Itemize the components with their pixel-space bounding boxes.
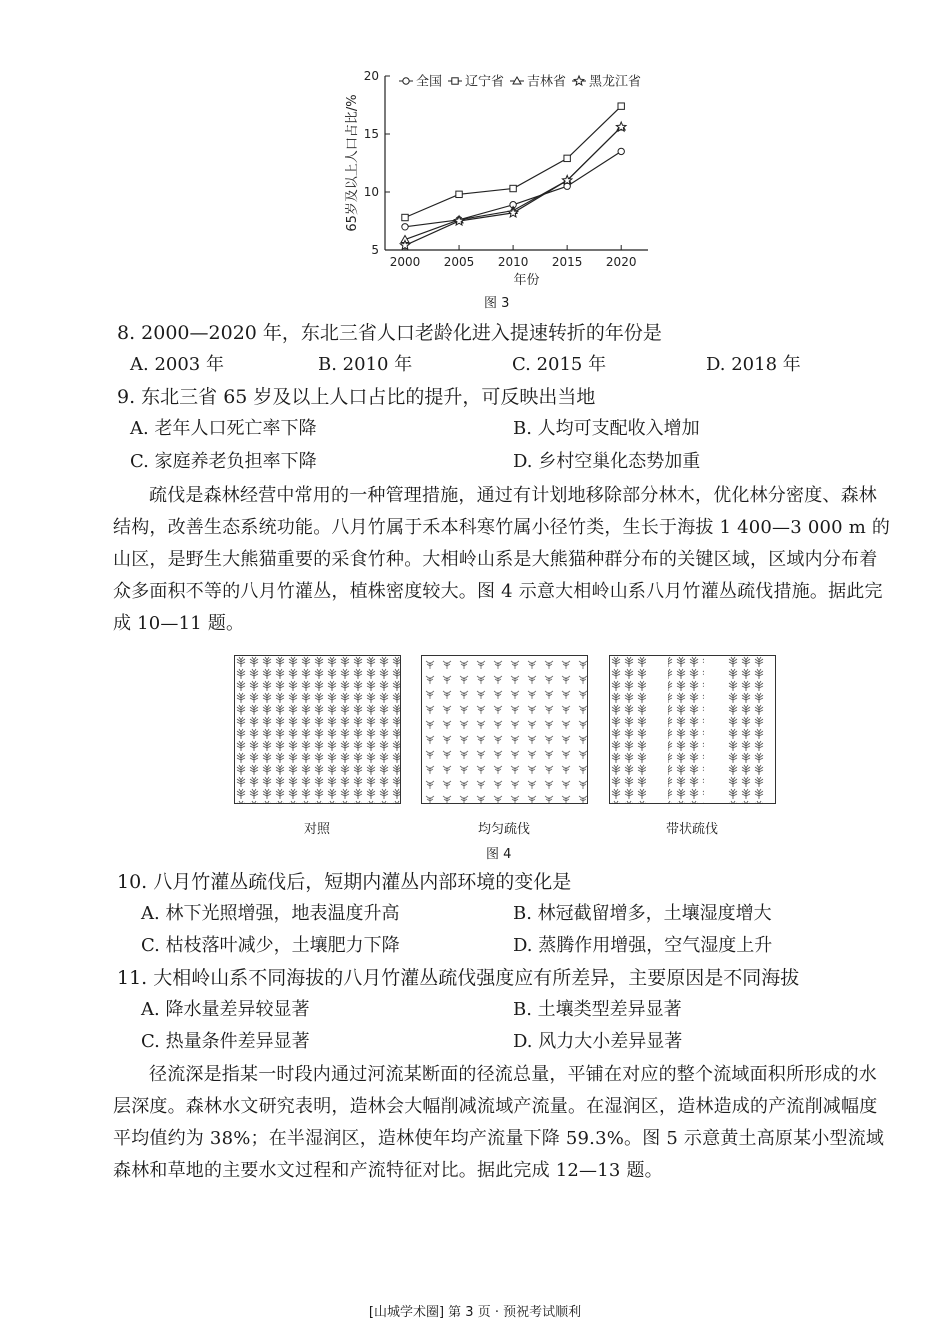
figure4-caption: 图 4: [486, 847, 512, 862]
y-tick-label: 15: [363, 127, 379, 141]
data-point-series-2: [402, 214, 408, 220]
legend-label: 辽宁省: [465, 74, 505, 90]
q10-option-c: C. 枯枝落叶减少，土壤肥力下降: [141, 935, 400, 956]
bamboo-strip-pattern: [610, 656, 775, 803]
legend-marker: [574, 76, 584, 85]
x-tick-label: 2015: [551, 255, 583, 269]
data-point-series-4: [454, 216, 464, 225]
passage-thinning: 疏伐是森林经营中常用的一种管理措施，通过有计划地移除部分林木，优化林分密度、森林结构，改善生态系统功能。八月竹属于禾本科寒竹属小径竹类，生长于海拔 1 400—3 000 m 的山区，是野生大熊猫重要的采食竹种。大相岭山系是大熊猫种群分布的关键区域，区域内分布着众多面积不等的八月竹灌丛，植株密度较大。图 4 示意大相岭山系八月竹灌丛疏伐措施。据此完成 10—11 题。: [113, 485, 891, 634]
q11-option-b: B. 土壤类型差异显著: [513, 999, 682, 1020]
q11-option-d: D. 风力大小差异显著: [513, 1031, 683, 1052]
figure3-chart: [330, 62, 660, 290]
bamboo-dense-pattern: [235, 656, 400, 803]
y-tick-label: 10: [363, 185, 379, 199]
q10-stem: 10. 八月竹灌丛疏伐后，短期内灌丛内部环境的变化是: [117, 871, 572, 893]
q8-option-d: D. 2018 年: [706, 354, 801, 375]
x-tick-label: 2000: [389, 255, 421, 269]
data-point-series-2: [564, 155, 570, 161]
x-axis-label: 年份: [513, 273, 540, 288]
q9-option-d: D. 乡村空巢化态势加重: [513, 451, 701, 472]
q9-option-b: B. 人均可支配收入增加: [513, 418, 700, 439]
legend-label: 全国: [416, 74, 443, 90]
panel-label-control: 对照: [303, 822, 330, 837]
series-line-2: [405, 106, 621, 217]
q9-option-a: A. 老年人口死亡率下降: [130, 418, 317, 439]
legend-label: 黑龙江省: [589, 74, 642, 90]
q11-option-c: C. 热量条件差异显著: [141, 1031, 310, 1052]
data-point-series-2: [456, 191, 462, 197]
q11-stem: 11. 大相岭山系不同海拔的八月竹灌丛疏伐强度应有所差异，主要原因是不同海拔: [117, 967, 800, 989]
q9-stem: 9. 东北三省 65 岁及以上人口占比的提升，可反映出当地: [117, 386, 596, 408]
q8-option-c: C. 2015 年: [512, 354, 607, 375]
panel-uniform-thinning: [421, 655, 588, 804]
page-footer: [山城学术圈] 第 3 页 · 预祝考试顺利: [368, 1305, 582, 1320]
legend-marker: [452, 78, 458, 84]
bamboo-sparse-pattern: [422, 656, 587, 803]
q9-option-c: C. 家庭养老负担率下降: [130, 451, 317, 472]
panel-control: [234, 655, 401, 804]
y-axis-label: 65岁及以上人口占比/%: [345, 94, 360, 232]
data-point-series-1: [402, 224, 408, 230]
data-point-series-1: [618, 148, 624, 154]
y-tick-label: 5: [371, 243, 379, 257]
panel-strip-thinning: [609, 655, 776, 804]
q10-option-d: D. 蒸腾作用增强，空气湿度上升: [513, 935, 773, 956]
q11-option-a: A. 降水量差异较显著: [141, 999, 310, 1020]
data-point-series-2: [510, 185, 516, 191]
passage-runoff: 径流深是指某一时段内通过河流某断面的径流总量，平铺在对应的整个流域面积所形成的水层深度。森林水文研究表明，造林会大幅削减流域产流量。在湿润区，造林造成的产流削减幅度平均值约为 38%；在半湿润区，造林使年均产流量下降 59.3%。图 5 示意黄土高原某小型流域森林和草地的主要水文过程和产流特征对比。据此完成 12—13 题。: [113, 1064, 885, 1181]
data-point-series-2: [618, 103, 624, 109]
q8-option-a: A. 2003 年: [130, 354, 224, 375]
y-tick-label: 20: [363, 69, 379, 83]
x-tick-label: 2005: [443, 255, 475, 269]
figure3-caption: 图 3: [484, 296, 510, 311]
x-tick-label: 2010: [497, 255, 529, 269]
legend-label: 吉林省: [527, 74, 567, 90]
panel-label-uniform: 均匀疏伐: [477, 822, 530, 837]
panel-label-strip: 带状疏伐: [665, 822, 718, 837]
q8-stem: 8. 2000—2020 年，东北三省人口老龄化进入提速转折的年份是: [117, 322, 662, 344]
legend-marker: [403, 78, 409, 84]
q10-option-b: B. 林冠截留增多，土壤湿度增大: [513, 903, 772, 924]
q8-option-b: B. 2010 年: [318, 354, 413, 375]
x-tick-label: 2020: [605, 255, 637, 269]
q10-option-a: A. 林下光照增强，地表温度升高: [141, 903, 400, 924]
